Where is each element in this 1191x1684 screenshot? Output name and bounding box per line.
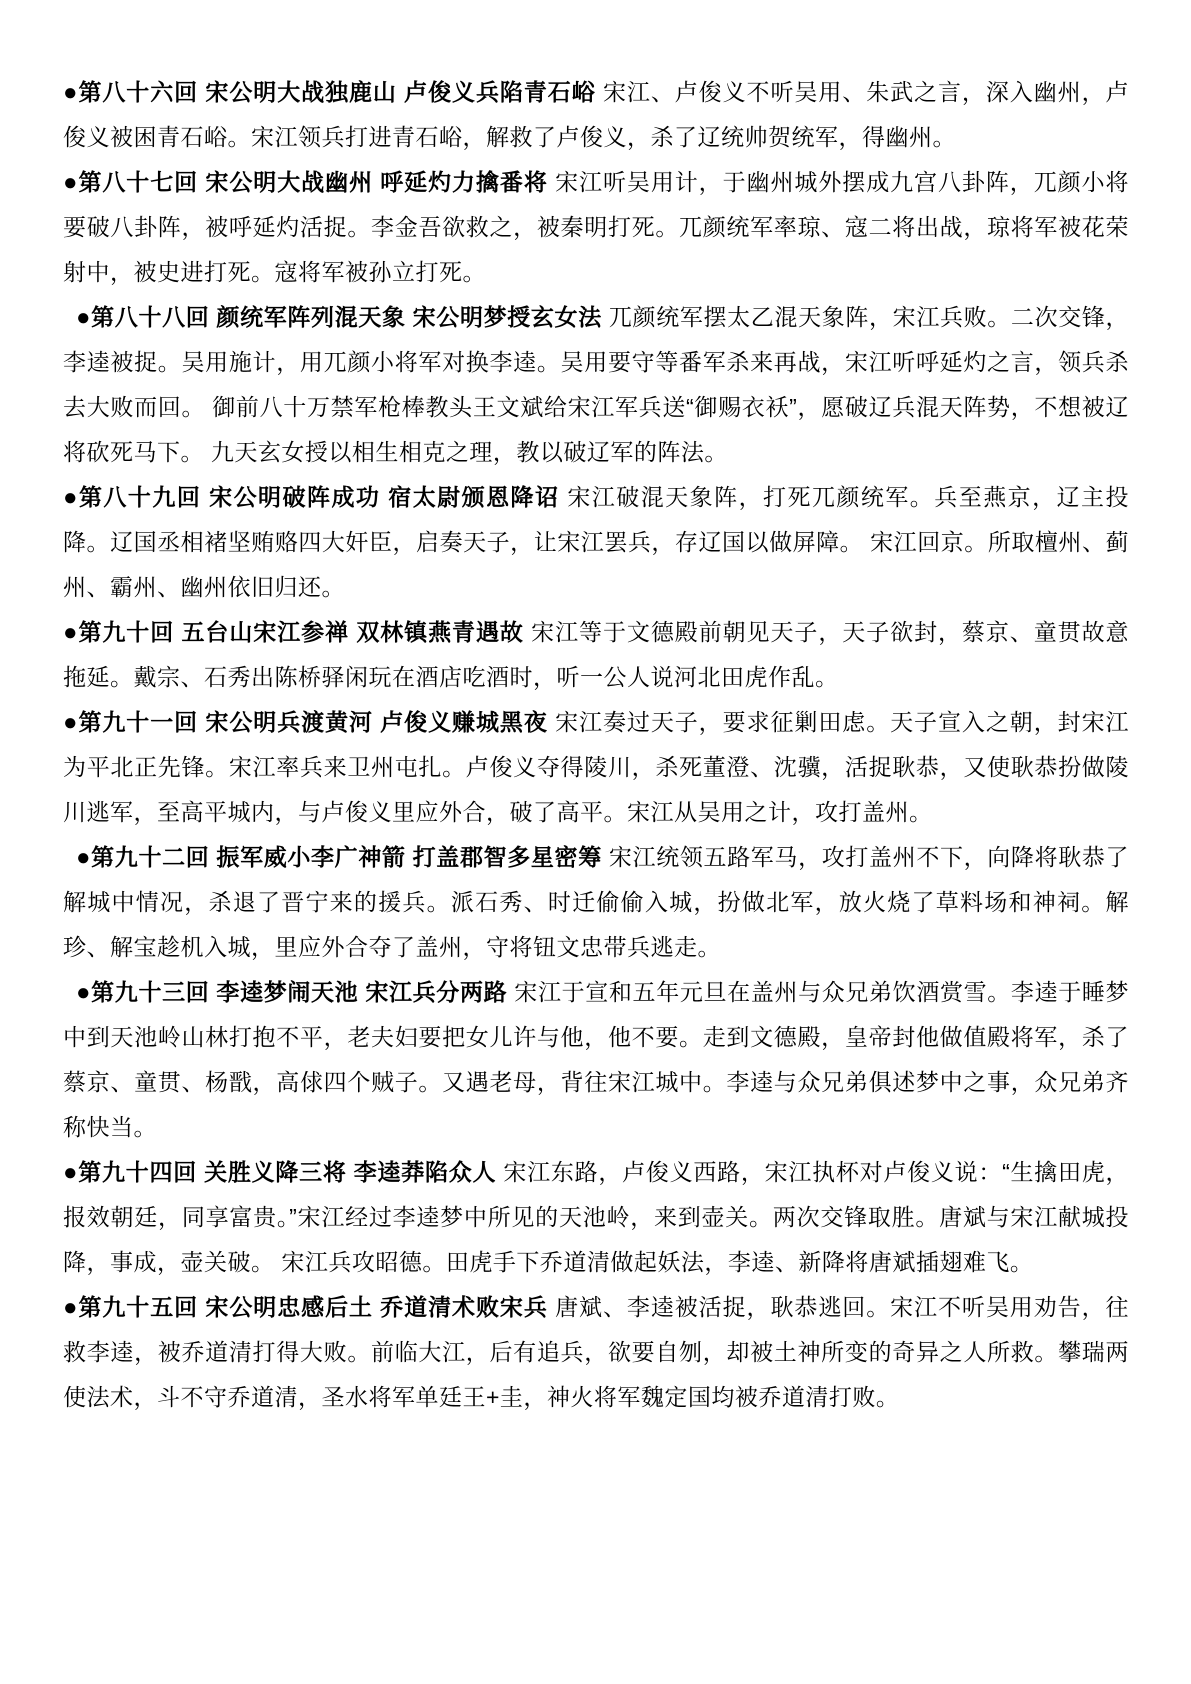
- chapter-heading: 第八十八回 颜统军阵列混天象 宋公明梦授玄女法: [91, 304, 609, 330]
- chapter-heading: 第八十七回 宋公明大战幽州 呼延灼力擒番将: [78, 169, 556, 195]
- chapter-summary-paragraph: [63, 1150, 1129, 1285]
- bullet-icon: ●: [63, 484, 79, 511]
- bullet-icon: ●: [76, 304, 92, 331]
- chapter-summary-text: 宋江东路，卢俊义西路，宋江执杯对卢俊义说：“生擒田虎，报效朝廷，同享富贵。”宋江经过李逵梦中所见的天池岭，来到壶关。两次交锋取胜。唐斌与宋江献城投降，事成，壶关破。 宋江兵攻昭德。田虎手下乔道清做起妖法，李逵、新降将唐斌插翅难飞。: [63, 1159, 1129, 1275]
- chapter-summary-text: 宋江于宣和五年元旦在盖州与众兄弟饮酒赏雪。李逵于睡梦中到天池岭山林打抱不平，老夫妇要把女儿许与他，他不要。走到文德殿，皇帝封他做值殿将军，杀了蔡京、童贯、杨戬，高俅四个贼子。又遇老母，背往宋江城中。李逵与众兄弟俱述梦中之事，众兄弟齐称快当。: [63, 979, 1130, 1140]
- bullet-icon: ●: [63, 709, 79, 736]
- chapter-heading: 第九十回 五台山宋江参禅 双林镇燕青遇故: [78, 619, 532, 645]
- chapter-summary-paragraph: [63, 700, 1129, 835]
- chapter-summary-paragraph: [63, 70, 1129, 160]
- chapter-summary-text: 宋江、卢俊义不听吴用、朱武之言，深入幽州，卢俊义被困青石峪。宋江领兵打进青石峪，解救了卢俊义，杀了辽统帅贺统军，得幽州。: [63, 79, 1130, 150]
- chapter-heading: 第八十九回 宋公明破阵成功 宿太尉颁恩降诏: [78, 484, 568, 510]
- chapter-summary-paragraph: [63, 610, 1129, 700]
- document-body: [63, 70, 1129, 1420]
- chapter-summary-paragraph: [63, 475, 1129, 610]
- chapter-summary-text: 宋江统领五路军马，攻打盖州不下，向降将耿恭了解城中情况，杀退了晋宁来的援兵。派石秀、时迁偷偷入城，扮做北军，放火烧了草料场和神祠。解珍、解宝趁机入城，里应外合夺了盖州，守将钮文忠带兵逃走。: [63, 844, 1130, 960]
- chapter-heading: 第九十五回 宋公明忠感后土 乔道清术败宋兵: [78, 1294, 556, 1320]
- chapter-summary-paragraph: [63, 295, 1129, 475]
- chapter-heading: 第九十二回 振军威小李广神箭 打盖郡智多星密筹: [91, 844, 609, 870]
- chapter-summary-text: 宋江奏过天子，要求征剿田虑。天子宣入之朝，封宋江为平北正先锋。宋江率兵来卫州屯扎。卢俊义夺得陵川，杀死董澄、沈骥，活捉耿恭，又使耿恭扮做陵川逃军，至高平城内，与卢俊义里应外合，破了高平。宋江从吴用之计，攻打盖州。: [63, 709, 1130, 825]
- chapter-summary-text: 宋江等于文德殿前朝见天子，天子欲封，蔡京、童贯故意拖延。戴宗、石秀出陈桥驿闲玩在酒店吃酒时，听一公人说河北田虎作乱。: [63, 619, 1130, 690]
- chapter-summary-text: 宋江破混天象阵，打死兀颜统军。兵至燕京，辽主投降。辽国丞相褚坚贿赂四大奸臣，启奏天子，让宋江罢兵，存辽国以做屏障。 宋江回京。所取檀州、蓟州、霸州、幽州依旧归还。: [63, 484, 1130, 600]
- chapter-summary-paragraph: [63, 970, 1129, 1150]
- chapter-summary-text: 宋江听吴用计，于幽州城外摆成九宫八卦阵，兀颜小将要破八卦阵，被呼延灼活捉。李金吾欲救之，被秦明打死。兀颜统军率琼、寇二将出战，琼将军被花荣射中，被史进打死。寇将军被孙立打死。: [63, 169, 1130, 285]
- chapter-heading: 第八十六回 宋公明大战独鹿山 卢俊义兵陷青石峪: [78, 79, 603, 105]
- bullet-icon: ●: [63, 1159, 79, 1186]
- chapter-summary-paragraph: [63, 160, 1129, 295]
- chapter-heading: 第九十四回 关胜义降三将 李逵莽陷众人: [78, 1159, 504, 1185]
- chapter-summary-text: 兀颜统军摆太乙混天象阵，宋江兵败。二次交锋，李逵被捉。吴用施计，用兀颜小将军对换李逵。吴用要守等番军杀来再战，宋江听呼延灼之言，领兵杀去大败而回。 御前八十万禁军枪棒教头王文斌给宋江军兵送“御赐衣袄”，愿破辽兵混天阵势，不想被辽将砍死马下。 九天玄女授以相生相克之理，教以破辽军的阵法。: [63, 304, 1130, 465]
- bullet-icon: ●: [63, 1294, 79, 1321]
- chapter-summary-paragraph: [63, 1285, 1129, 1420]
- chapter-heading: 第九十三回 李逵梦闹天池 宋江兵分两路: [91, 979, 515, 1005]
- bullet-icon: ●: [63, 169, 79, 196]
- bullet-icon: ●: [63, 79, 79, 106]
- bullet-icon: ●: [76, 979, 92, 1006]
- bullet-icon: ●: [63, 619, 79, 646]
- chapter-heading: 第九十一回 宋公明兵渡黄河 卢俊义赚城黑夜: [78, 709, 556, 735]
- chapter-summary-paragraph: [63, 835, 1129, 970]
- bullet-icon: ●: [76, 844, 92, 871]
- chapter-summary-text: 唐斌、李逵被活捉，耿恭逃回。宋江不听吴用劝告，往救李逵，被乔道清打得大败。前临大江，后有追兵，欲要自刎，却被土神所变的奇异之人所救。攀瑞两使法术，斗不守乔道清，圣水将军单廷王+圭，神火将军魏定国均被乔道清打败。: [63, 1294, 1130, 1410]
